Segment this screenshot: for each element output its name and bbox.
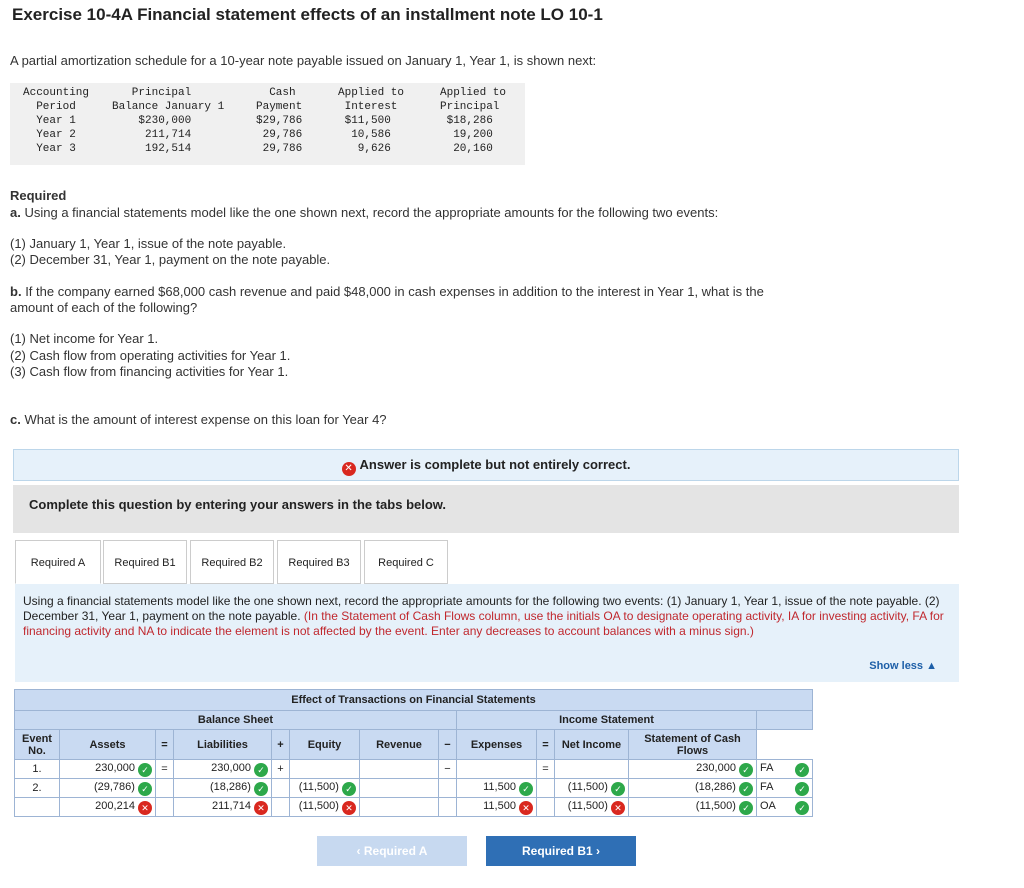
check-icon: ✓ [519,782,533,796]
equals-header: = [156,730,174,760]
cash-flow-input[interactable] [629,760,757,779]
event-cell [15,798,60,817]
assets-header: Assets [60,730,156,760]
net-income-input-value: (11,500) [567,799,608,812]
prev-button-label: Required A [363,844,428,858]
schedule-col-applied-principal: Applied to Principal $18,286 19,200 20,160 [440,87,507,155]
equals-cell-value: = [161,763,168,775]
required-b3: (3) Cash flow from financing activities for Year 1. [10,364,289,379]
minus-header: − [439,730,457,760]
check-icon: ✓ [611,782,625,796]
revenue-input[interactable] [360,798,439,817]
net-income-input[interactable] [555,798,629,817]
minus-cell [439,779,457,798]
equals2-cell [537,779,555,798]
liabilities-input[interactable] [174,798,272,817]
assets-input-value: 200,214 [95,799,135,812]
tab-required-c[interactable]: Required C [364,540,448,584]
required-a: a. Using a financial statements model like the one shown next, record the appropriate amounts for the following two events: [10,205,719,220]
equals2-cell [537,798,555,817]
revenue-input[interactable] [360,779,439,798]
assets-input[interactable] [60,779,156,798]
required-a2: (2) December 31, Year 1, payment on the note payable. [10,252,331,267]
check-icon: ✓ [795,782,809,796]
check-icon: ✓ [254,763,268,777]
required-b2: (2) Cash flow from operating activities for Year 1. [10,348,291,363]
event-cell-value: 1. [32,763,42,775]
assets-input[interactable] [60,760,156,779]
check-icon: ✓ [138,763,152,777]
cash-flow-input[interactable] [629,779,757,798]
balance-sheet-header: Balance Sheet [15,711,457,730]
equals-cell [156,779,174,798]
required-a1: (1) January 1, Year 1, issue of the note payable. [10,236,287,251]
incorrect-icon: ✕ [342,801,356,815]
incorrect-icon: ✕ [519,801,533,815]
equity-input[interactable] [290,798,360,817]
expenses-input-value: 11,500 [483,799,516,812]
effects-table [14,689,813,817]
next-button-label: Required B1 [521,844,593,858]
plus-cell [272,779,290,798]
intro-text: A partial amortization schedule for a 10-year note payable issued on January 1, Year 1, is shown next: [10,53,597,68]
expenses-header: Expenses [457,730,537,760]
prev-button[interactable] [317,836,467,866]
cash-flow-input[interactable] [629,798,757,817]
equity-input[interactable] [290,760,360,779]
required-b1: (1) Net income for Year 1. [10,331,159,346]
show-less-link[interactable] [869,659,937,674]
blank-header-end [757,730,813,760]
schedule-col-principal: Principal Balance January 1 $230,000 211,714 192,514 [112,87,225,155]
answer-status-banner [13,449,959,481]
complete-question-message: Complete this question by entering your answers in the tabs below. [13,485,959,533]
plus-cell [272,760,290,779]
equity-input-value: (11,500) [298,780,339,793]
chevron-right-icon: › [596,844,601,858]
required-a-text: Using a financial statements model like the one shown next, record the appropriate amounts for the following two events: [24,205,719,220]
incorrect-icon: ✕ [611,801,625,815]
incorrect-icon: ✕ [342,462,356,476]
liabilities-input[interactable] [174,760,272,779]
check-icon: ✓ [254,782,268,796]
required-b: b. If the company earned $68,000 cash revenue and paid $48,000 in cash expenses in addition to the interest in Year 1, what is the [10,284,764,299]
net-income-header: Net Income [555,730,629,760]
cash-flow-code-value: FA [760,761,774,774]
table-title: Effect of Transactions on Financial Statements [15,690,813,711]
check-icon: ✓ [739,801,753,815]
required-c: c. What is the amount of interest expense on this loan for Year 4? [10,412,387,427]
incorrect-icon: ✕ [254,801,268,815]
cash-flow-code-value: OA [760,799,776,812]
blank-header [757,711,813,730]
amortization-schedule [10,83,525,165]
schedule-col-cash: Cash Payment $29,786 29,786 29,786 [256,87,303,155]
event-cell-value: 2. [32,782,42,794]
instructions-red-text: (In the Statement of Cash Flows column, use the initials OA to designate operating activity, IA for investing activity, FA for financing activity and NA to indicate the element is not affected by the event. Enter any decreases to account balances with a minus sign.) [23,609,944,638]
equals2-cell-value: = [542,763,549,775]
table-row [15,798,813,817]
cash-flow-value: (11,500) [695,799,736,812]
cash-flow-code-input[interactable] [757,779,813,798]
assets-input-value: (29,786) [93,780,135,793]
net-income-input[interactable] [555,779,629,798]
income-statement-header: Income Statement [457,711,757,730]
liabilities-input-value: (18,286) [209,780,251,793]
check-icon: ✓ [795,763,809,777]
check-icon: ✓ [739,782,753,796]
chevron-left-icon: ‹ [356,844,361,858]
plus-cell-value: + [277,763,284,775]
expenses-input[interactable] [457,798,537,817]
next-button[interactable] [486,836,636,866]
expenses-input[interactable] [457,760,537,779]
revenue-header: Revenue [360,730,439,760]
liabilities-input[interactable] [174,779,272,798]
equity-input[interactable] [290,779,360,798]
equity-input-value: (11,500) [298,799,339,812]
banner-text: Answer is complete but not entirely correct. [359,457,631,472]
page-title: Exercise 10-4A Financial statement effects of an installment note LO 10-1 [12,5,603,24]
plus-header: + [272,730,290,760]
check-icon: ✓ [795,801,809,815]
triangle-up-icon: ▲ [926,660,937,672]
cash-flow-value: 230,000 [696,761,736,774]
equals-cell [156,760,174,779]
net-income-input-value: (11,500) [567,780,608,793]
revenue-input[interactable] [360,760,439,779]
expenses-input[interactable] [457,779,537,798]
equals-cell [156,798,174,817]
tab-required-b2[interactable]: Required B2 [190,540,274,584]
cash-flows-header: Statement of Cash Flows [629,730,757,760]
equals2-cell [537,760,555,779]
minus-cell [439,760,457,779]
liabilities-header: Liabilities [174,730,272,760]
required-c-text: What is the amount of interest expense on this loan for Year 4? [24,412,387,427]
tab-required-b3[interactable]: Required B3 [277,540,361,584]
schedule-col-interest: Applied to Interest $11,500 10,586 9,626 [338,87,405,155]
tab-required-b1[interactable]: Required B1 [103,540,187,584]
tab-required-a[interactable]: Required A [15,540,101,584]
schedule-col-period: Accounting Period Year 1 Year 2 Year 3 [23,87,90,155]
event-cell [15,760,60,779]
net-income-input[interactable] [555,760,629,779]
assets-input[interactable] [60,798,156,817]
check-icon: ✓ [342,782,356,796]
instructions-text: Using a financial statements model like the one shown next, record the appropriate amounts for the following two events: (1) January 1, Year 1, issue of the note payable. (2) December 31, Year 1, payment on the note payable. [23,594,940,623]
incorrect-icon: ✕ [138,801,152,815]
table-row [15,779,813,798]
plus-cell [272,798,290,817]
minus-cell [439,798,457,817]
cash-flow-code-input[interactable] [757,760,813,779]
equity-header: Equity [290,730,360,760]
minus-cell-value: − [444,763,451,775]
required-b-text: If the company earned $68,000 cash revenue and paid $48,000 in cash expenses in addition to the interest in Year 1, what is the [25,284,764,299]
instructions-panel [15,584,959,682]
event-cell [15,779,60,798]
required-heading: Required [10,188,67,203]
cash-flow-code-input[interactable] [757,798,813,817]
liabilities-input-value: 211,714 [211,799,251,812]
equals2-header: = [537,730,555,760]
check-icon: ✓ [138,782,152,796]
check-icon: ✓ [739,763,753,777]
assets-input-value: 230,000 [95,761,135,774]
cash-flow-code-value: FA [760,780,774,793]
table-row [15,760,813,779]
liabilities-input-value: 230,000 [211,761,251,774]
cash-flow-value: (18,286) [694,780,736,793]
required-b-cont: amount of each of the following? [10,300,198,315]
show-less-label: Show less [869,660,924,672]
event-header: Event No. [15,730,60,760]
expenses-input-value: 11,500 [483,780,516,793]
